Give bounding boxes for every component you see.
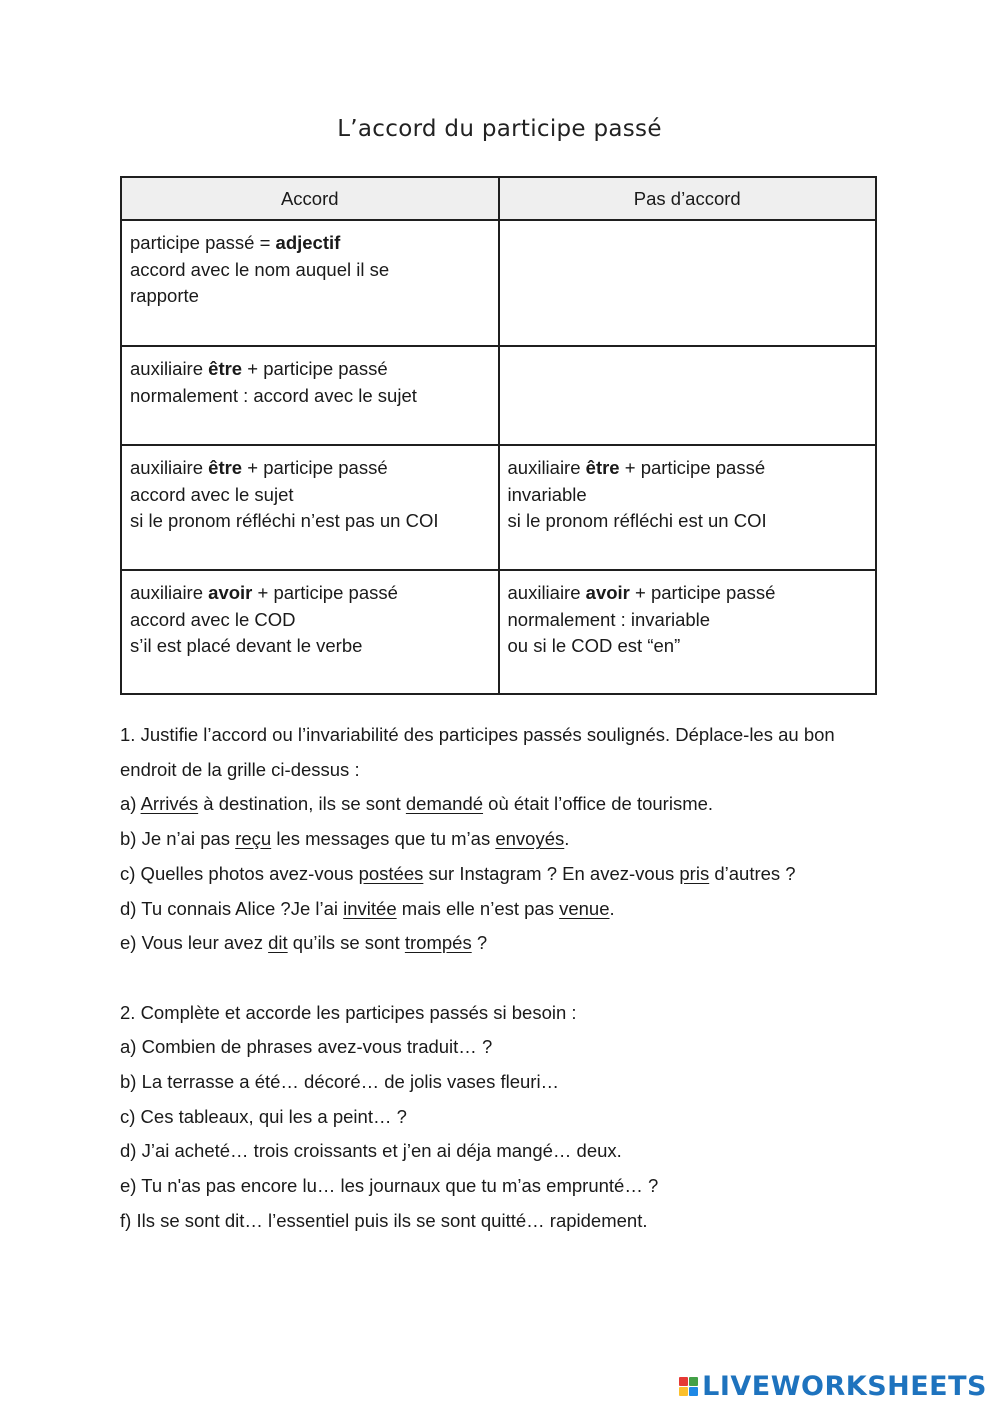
underlined-participle[interactable]: reçu <box>235 828 272 850</box>
exercise-1-item: d) Tu connais Alice ?Je l’ai invitée mais elle n’est pas venue. <box>120 897 615 919</box>
exercise-2-instruction: 2. Complète et accorde les participes passés si besoin : <box>120 1001 577 1023</box>
cell-line: participe passé = adjectif <box>130 232 341 253</box>
underlined-participle[interactable]: Arrivés <box>140 793 199 815</box>
cell-line: auxiliaire avoir + participe passé <box>507 582 776 603</box>
underlined-participle[interactable]: envoyés <box>495 828 565 850</box>
cell-line: auxiliaire être + participe passé <box>507 457 766 478</box>
cell-line: s’il est placé devant le verbe <box>130 635 363 656</box>
header-accord: Accord <box>121 177 499 220</box>
exercise-2-item[interactable]: e) Tu n'as pas encore lu… les journaux que tu m’as emprunté… ? <box>120 1175 659 1197</box>
underlined-participle[interactable]: demandé <box>405 793 484 815</box>
spacer <box>120 961 880 996</box>
cell-line: si le pronom réfléchi est un COI <box>507 510 767 531</box>
drop-zone-pas-accord[interactable] <box>499 220 877 346</box>
cell-line: invariable <box>507 483 587 505</box>
exercise-2-item[interactable]: f) Ils se sont dit… l’essentiel puis ils se sont quitté… rapidement. <box>120 1209 648 1231</box>
logo-mark-icon <box>679 1377 698 1396</box>
cell-pas-accord <box>499 445 877 570</box>
cell-line: accord avec le nom auquel il se <box>130 258 390 280</box>
underlined-participle[interactable]: invitée <box>343 897 397 919</box>
table-row <box>121 220 876 346</box>
cell-line: accord avec le COD <box>130 608 296 630</box>
exercise-2-item[interactable]: d) J’ai acheté… trois croissants et j’en ai déja mangé… deux. <box>120 1140 622 1162</box>
cell-line: ou si le COD est “en” <box>507 635 681 656</box>
exercise-1-item: b) Je n’ai pas reçu les messages que tu m’as envoyés. <box>120 828 570 850</box>
cell-line: normalement : accord avec le sujet <box>130 384 417 406</box>
logo-square <box>689 1387 698 1396</box>
logo-square <box>689 1377 698 1386</box>
underlined-participle[interactable]: trompés <box>404 932 472 954</box>
exercise-1-instruction: 1. Justifie l’accord ou l’invariabilité des participes passés soulignés. Déplace-les au bon endroit de la grille ci-dessus : <box>120 724 835 780</box>
cell-accord <box>121 346 499 445</box>
exercise-2-item[interactable]: a) Combien de phrases avez-vous traduit… ? <box>120 1036 493 1058</box>
cell-accord <box>121 570 499 694</box>
logo-square <box>679 1377 688 1386</box>
header-pas-accord: Pas d’accord <box>499 177 877 220</box>
exercise-1-item: a) Arrivés à destination, ils se sont demandé où était l’office de tourisme. <box>120 793 714 815</box>
cell-accord <box>121 220 499 346</box>
cell-line: accord avec le sujet <box>130 483 294 505</box>
cell-line: auxiliaire avoir + participe passé <box>130 582 398 603</box>
liveworksheets-logo <box>679 1371 987 1402</box>
cell-line: normalement : invariable <box>507 608 711 630</box>
underlined-participle[interactable]: venue <box>559 897 610 919</box>
drop-zone-pas-accord[interactable] <box>499 346 877 445</box>
table-row <box>121 445 876 570</box>
cell-accord <box>121 445 499 570</box>
exercise-1-item: e) Vous leur avez dit qu’ils se sont trompés ? <box>120 932 488 954</box>
worksheet-title: L’accord du participe passé <box>337 116 662 142</box>
table-row <box>121 346 876 445</box>
underlined-participle[interactable]: dit <box>268 932 288 954</box>
table-header-row <box>121 177 876 220</box>
cell-line: rapporte <box>130 285 199 306</box>
exercise-2-item[interactable]: c) Ces tableaux, qui les a peint… ? <box>120 1105 407 1127</box>
logo-square <box>679 1387 688 1396</box>
rules-table <box>120 176 877 695</box>
underlined-participle[interactable]: pris <box>679 862 710 884</box>
cell-line: auxiliaire être + participe passé <box>130 457 388 478</box>
exercise-2-item[interactable]: b) La terrasse a été… décoré… de jolis vases fleuri… <box>120 1071 560 1093</box>
exercise-1-item: c) Quelles photos avez-vous postées sur Instagram ? En avez-vous pris d’autres ? <box>120 862 796 884</box>
cell-line: auxiliaire être + participe passé <box>130 358 388 379</box>
logo-text: LIVEWORKSHEETS <box>702 1371 987 1402</box>
cell-pas-accord <box>499 570 877 694</box>
exercises-section <box>120 718 880 1239</box>
table-row <box>121 570 876 694</box>
cell-line: si le pronom réfléchi n’est pas un COI <box>130 510 439 531</box>
underlined-participle[interactable]: postées <box>358 862 424 884</box>
